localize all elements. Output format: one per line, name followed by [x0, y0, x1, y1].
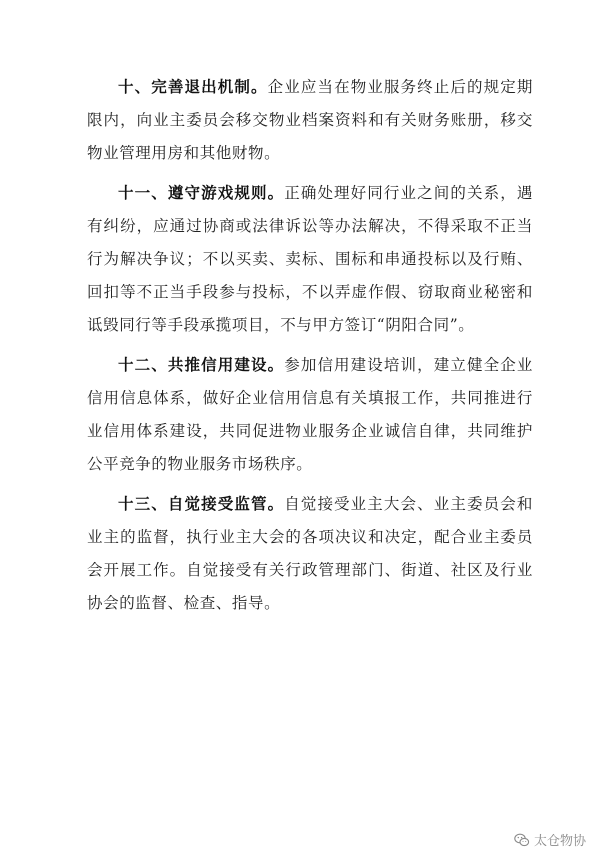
paragraph-text: 正确处理好同行业之间的关系，遇有纠纷，应通过协商或法律诉讼等办法解决，不得采取不正当行为解决争议；不以买卖、卖标、围标和串通投标以及行贿、回扣等不正当手段参与投标，不以弄虚作假、窃取商业秘密和诋毁同行等手段承揽项目，不与甲方签订“阴阳合同”。: [87, 184, 533, 334]
wechat-icon: [514, 832, 530, 848]
paragraph-heading: 十三、自觉接受监管。: [118, 495, 285, 513]
paragraph-heading: 十一、遵守游戏规则。: [118, 184, 285, 202]
watermark-text: 太仓物协: [533, 834, 586, 849]
paragraph-text: 参加信用建设培训，建立健全企业信用信息体系，做好企业信用信息有关填报工作，共同推进行业信用体系建设，共同促进物业服务企业诚信自律，共同维护公平竞争的物业服务市场秩序。: [87, 356, 533, 473]
paragraph-10: [87, 71, 533, 170]
watermark: [514, 830, 586, 849]
paragraph-heading: 十二、共推信用建设。: [118, 356, 285, 374]
document-body: [87, 71, 533, 627]
paragraph-12: [87, 349, 533, 481]
paragraph-text: 自觉接受业主大会、业主委员会和业主的监督，执行业主大会的各项决议和决定，配合业主委员会开展工作。自觉接受有关行政管理部门、街道、社区及行业协会的监督、检查、指导。: [87, 495, 533, 612]
paragraph-11: [87, 177, 533, 342]
paragraph-text: 企业应当在物业服务终止后的规定期限内，向业主委员会移交物业档案资料和有关财务账册，移交物业管理用房和其他财物。: [87, 78, 533, 162]
paragraph-13: [87, 488, 533, 620]
paragraph-heading: 十、完善退出机制。: [118, 78, 268, 96]
